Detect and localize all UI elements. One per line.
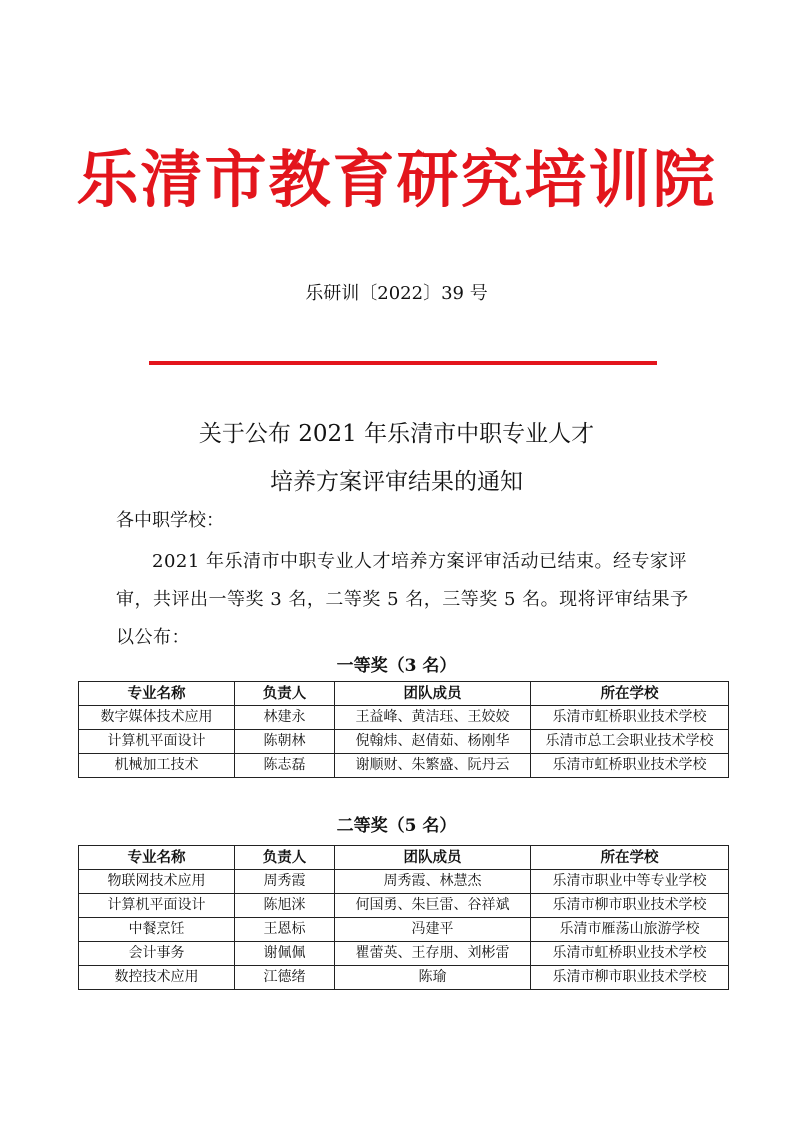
cell-major: 数控技术应用 — [79, 966, 235, 990]
cell-major: 数字媒体技术应用 — [79, 706, 235, 730]
table-row — [79, 870, 729, 894]
red-divider-line — [149, 361, 657, 365]
cell-team: 瞿蕾英、王存朋、刘彬雷 — [335, 942, 531, 966]
cell-lead: 周秀霞 — [235, 870, 335, 894]
cell-school: 乐清市雁荡山旅游学校 — [531, 918, 729, 942]
cell-lead: 江德绪 — [235, 966, 335, 990]
cell-major: 计算机平面设计 — [79, 894, 235, 918]
first-prize-table — [78, 681, 729, 778]
cell-school: 乐清市柳市职业技术学校 — [531, 894, 729, 918]
cell-major: 机械加工技术 — [79, 754, 235, 778]
cell-lead: 谢佩佩 — [235, 942, 335, 966]
header-team: 团队成员 — [335, 682, 531, 706]
cell-lead: 陈朝林 — [235, 730, 335, 754]
cell-team: 陈瑜 — [335, 966, 531, 990]
second-prize-heading: 二等奖（5 名） — [336, 816, 457, 836]
table-row — [79, 918, 729, 942]
cell-major: 物联网技术应用 — [79, 870, 235, 894]
cell-team: 谢顺财、朱繁盛、阮丹云 — [335, 754, 531, 778]
table-row — [79, 942, 729, 966]
cell-lead: 林建永 — [235, 706, 335, 730]
cell-major: 计算机平面设计 — [79, 730, 235, 754]
cell-school: 乐清市虹桥职业技术学校 — [531, 754, 729, 778]
salutation: 各中职学校： — [116, 510, 224, 531]
notice-title-line2: 培养方案评审结果的通知 — [270, 469, 523, 495]
cell-major: 中餐烹饪 — [79, 918, 235, 942]
cell-team: 冯建平 — [335, 918, 531, 942]
table-row — [79, 730, 729, 754]
table-row — [79, 966, 729, 990]
cell-school: 乐清市虹桥职业技术学校 — [531, 942, 729, 966]
cell-school: 乐清市柳市职业技术学校 — [531, 966, 729, 990]
cell-major: 会计事务 — [79, 942, 235, 966]
cell-team: 倪翰炜、赵倩茹、杨刚华 — [335, 730, 531, 754]
notice-title-line1: 关于公布 2021 年乐清市中职专业人才 — [198, 421, 595, 447]
table-row — [79, 754, 729, 778]
header-school: 所在学校 — [531, 682, 729, 706]
org-title: 乐清市教育研究培训院 — [76, 143, 717, 216]
header-major: 专业名称 — [79, 846, 235, 870]
table-header-row — [79, 682, 729, 706]
header-team: 团队成员 — [335, 846, 531, 870]
table-row — [79, 894, 729, 918]
table-header-row — [79, 846, 729, 870]
cell-lead: 王恩标 — [235, 918, 335, 942]
first-prize-heading: 一等奖（3 名） — [336, 656, 457, 676]
header-lead: 负责人 — [235, 682, 335, 706]
body-paragraph: 2021 年乐清市中职专业人才培养方案评审活动已结束。经专家评审，共评出一等奖 3 名，二等奖 5 名，三等奖 5 名。现将评审结果予以公布： — [116, 551, 689, 648]
cell-lead: 陈旭洣 — [235, 894, 335, 918]
document-number: 乐研训〔2022〕39 号 — [305, 283, 488, 304]
cell-school: 乐清市职业中等专业学校 — [531, 870, 729, 894]
cell-team: 周秀霞、林慧杰 — [335, 870, 531, 894]
cell-team: 何国勇、朱巨雷、谷祥斌 — [335, 894, 531, 918]
cell-lead: 陈志磊 — [235, 754, 335, 778]
header-major: 专业名称 — [79, 682, 235, 706]
header-lead: 负责人 — [235, 846, 335, 870]
cell-school: 乐清市总工会职业技术学校 — [531, 730, 729, 754]
header-school: 所在学校 — [531, 846, 729, 870]
cell-team: 王益峰、黄洁珏、王姣姣 — [335, 706, 531, 730]
second-prize-table — [78, 845, 729, 990]
table-row — [79, 706, 729, 730]
cell-school: 乐清市虹桥职业技术学校 — [531, 706, 729, 730]
